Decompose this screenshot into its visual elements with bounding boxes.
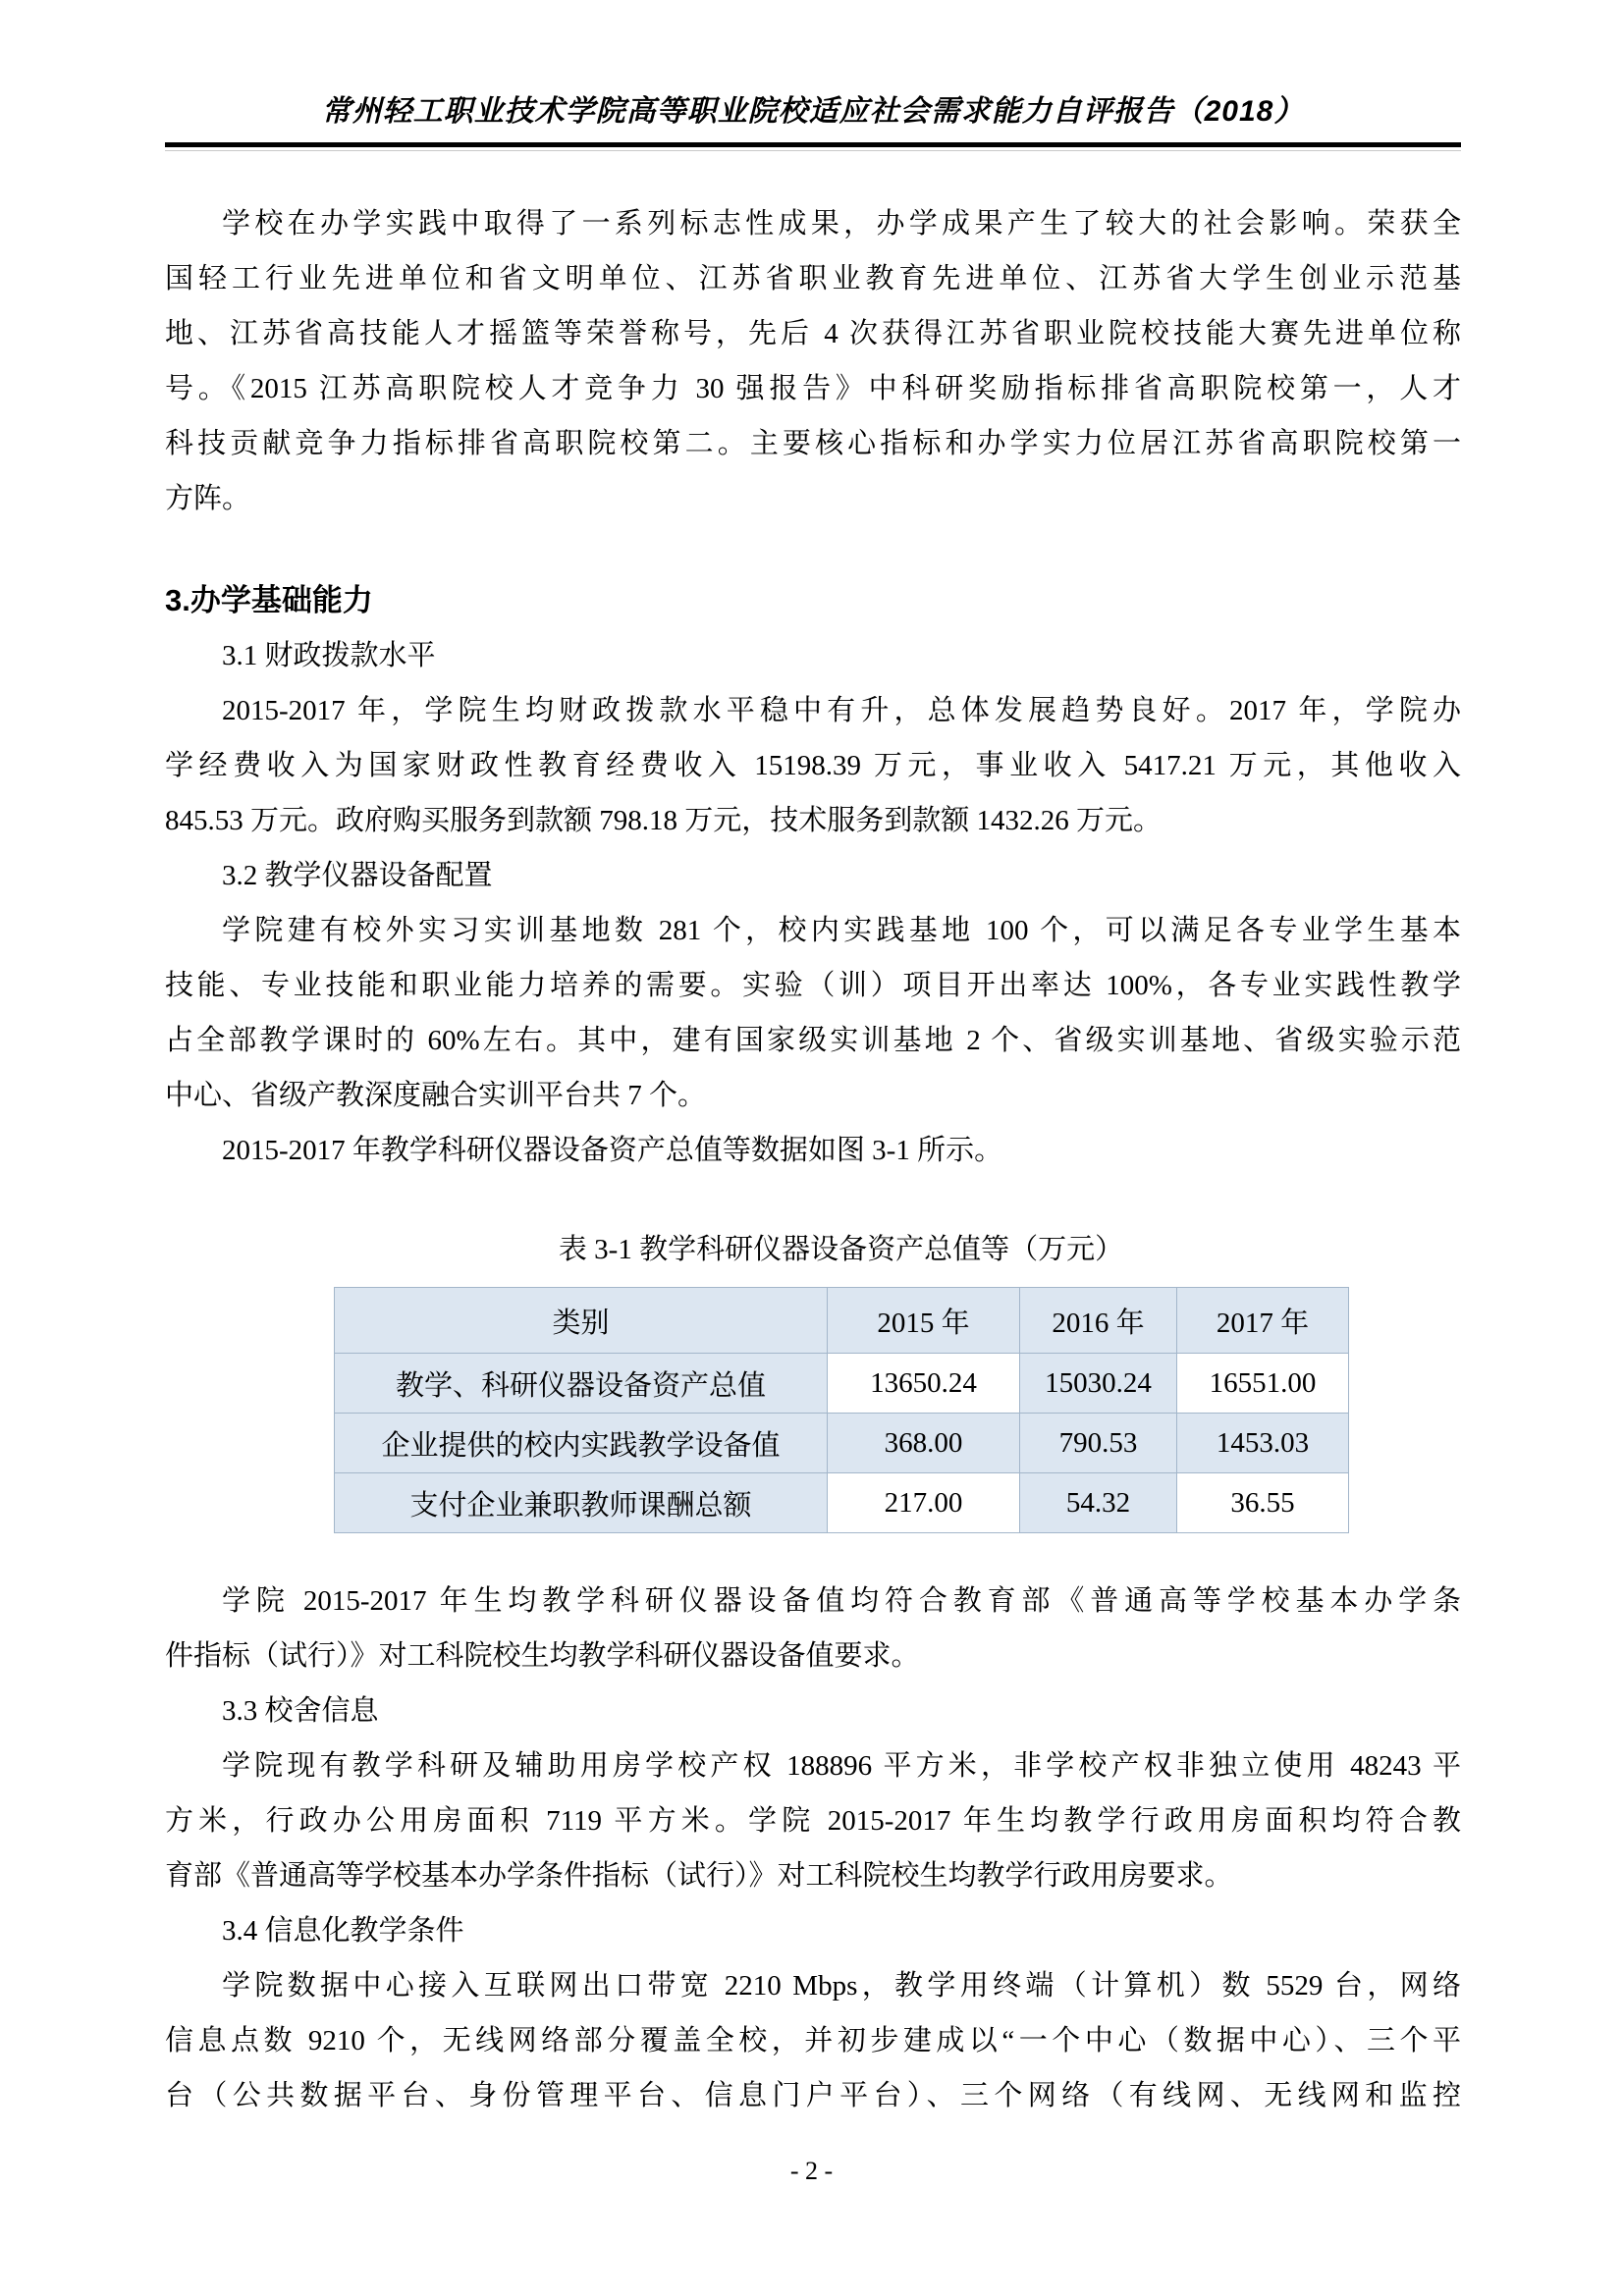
paragraph-line: 国轻工行业先进单位和省文明单位、江苏省职业教育先进单位、江苏省大学生创业示范基 [165, 263, 1461, 294]
table-row [335, 1354, 1349, 1414]
table-cell-label: 支付企业兼职教师课酬总额 [335, 1473, 828, 1533]
subsection-heading: 3.1 财政拨款水平 [222, 640, 436, 671]
paragraph-line: 占全部教学课时的 60%左右。其中，建有国家级实训基地 2 个、省级实训基地、省级实验示范 [165, 1025, 1461, 1056]
paragraph-line: 学经费收入为国家财政性教育经费收入 15198.39 万元，事业收入 5417.21 万元，其他收入 [165, 750, 1461, 781]
table-cell-value: 36.55 [1177, 1473, 1349, 1533]
paragraph-line: 学院现有教学科研及辅助用房学校产权 188896 平方米，非学校产权非独立使用 48243 平 [222, 1750, 1461, 1782]
paragraph-line: 号。《2015 江苏高职院校人才竞争力 30 强报告》中科研奖励指标排省高职院校第一，人才 [165, 373, 1461, 404]
table-cell-label: 教学、科研仪器设备资产总值 [335, 1354, 828, 1414]
paragraph-line: 2015-2017 年教学科研仪器设备资产总值等数据如图 3-1 所示。 [222, 1135, 1003, 1166]
table-row [335, 1473, 1349, 1533]
table-header-cell: 2015 年 [828, 1288, 1020, 1354]
table-row [335, 1414, 1349, 1473]
paragraph-line: 学院数据中心接入互联网出口带宽 2210 Mbps，教学用终端（计算机）数 5529 台，网络 [222, 1970, 1461, 2002]
paragraph-line: 学院建有校外实习实训基地数 281 个，校内实践基地 100 个，可以满足各专业学生基本 [222, 915, 1461, 946]
subsection-heading: 3.4 信息化教学条件 [222, 1915, 464, 1947]
page-content [165, 0, 1461, 2123]
paragraph-line: 地、江苏省高技能人才摇篮等荣誉称号，先后 4 次获得江苏省职业院校技能大赛先进单位称 [165, 318, 1461, 349]
paragraph-line: 学院 2015-2017 年生均教学科研仪器设备值均符合教育部《普通高等学校基本办学条 [222, 1585, 1461, 1617]
subsection-heading: 3.2 教学仪器设备配置 [222, 860, 493, 891]
table-cell-value: 13650.24 [828, 1354, 1020, 1414]
paragraph-line: 信息点数 9210 个，无线网络部分覆盖全校，并初步建成以“一个中心（数据中心）、三个平 [165, 2025, 1461, 2056]
paragraph-line: 方阵。 [165, 483, 251, 514]
table-cell-value: 16551.00 [1177, 1354, 1349, 1414]
spacer [165, 151, 1461, 196]
section-heading: 3.办学基础能力 [165, 583, 373, 617]
paragraph-line: 技能、专业技能和职业能力培养的需要。实验（训）项目开出率达 100%，各专业实践性教学 [165, 970, 1461, 1001]
paragraph-line: 件指标（试行）》对工科院校生均教学科研仪器设备值要求。 [165, 1640, 920, 1672]
table-cell-value: 368.00 [828, 1414, 1020, 1473]
paragraph-line: 2015-2017 年，学院生均财政拨款水平稳中有升，总体发展趋势良好。2017 年，学院办 [222, 695, 1461, 726]
paragraph-line: 台（公共数据平台、身份管理平台、信息门户平台）、三个网络（有线网、无线网和监控 [165, 2080, 1461, 2111]
header-rule-thick [165, 142, 1461, 147]
page-header [165, 0, 1461, 151]
table-header-row [335, 1288, 1349, 1354]
table-header-cell: 2016 年 [1020, 1288, 1177, 1354]
subsection-heading: 3.3 校舍信息 [222, 1695, 379, 1727]
table-cell-value: 790.53 [1020, 1414, 1177, 1473]
table-header-cell: 2017 年 [1177, 1288, 1349, 1354]
spacer [165, 1178, 1461, 1222]
table-cell-value: 54.32 [1020, 1473, 1177, 1533]
paragraph-line: 845.53 万元。政府购买服务到款额 798.18 万元，技术服务到款额 1432.26 万元。 [165, 805, 1163, 836]
paragraph-line: 方米，行政办公用房面积 7119 平方米。学院 2015-2017 年生均教学行政用房面积均符合教 [165, 1805, 1461, 1837]
paragraph-line: 学校在办学实践中取得了一系列标志性成果，办学成果产生了较大的社会影响。荣获全 [222, 208, 1461, 240]
table-cell-label: 企业提供的校内实践教学设备值 [335, 1414, 828, 1473]
paragraph-line: 中心、省级产教深度融合实训平台共 7 个。 [165, 1080, 707, 1111]
table-cell-value: 15030.24 [1020, 1354, 1177, 1414]
table-cell-value: 1453.03 [1177, 1414, 1349, 1473]
table-caption: 表 3-1 教学科研仪器设备资产总值等（万元） [558, 1234, 1124, 1265]
paragraph-line: 育部《普通高等学校基本办学条件指标（试行）》对工科院校生均教学行政用房要求。 [165, 1860, 1233, 1892]
spacer [165, 526, 1461, 573]
page-number: - 2 - [789, 2157, 834, 2185]
table-header-cell: 类别 [335, 1288, 828, 1354]
table-3-1 [334, 1287, 1349, 1533]
table-cell-value: 217.00 [828, 1473, 1020, 1533]
spacer [165, 1533, 1461, 1574]
paragraph-line: 科技贡献竞争力指标排省高职院校第二。主要核心指标和办学实力位居江苏省高职院校第一 [165, 428, 1461, 459]
report-title: 常州轻工职业技术学院高等职业院校适应社会需求能力自评报告（2018） [321, 95, 1305, 128]
